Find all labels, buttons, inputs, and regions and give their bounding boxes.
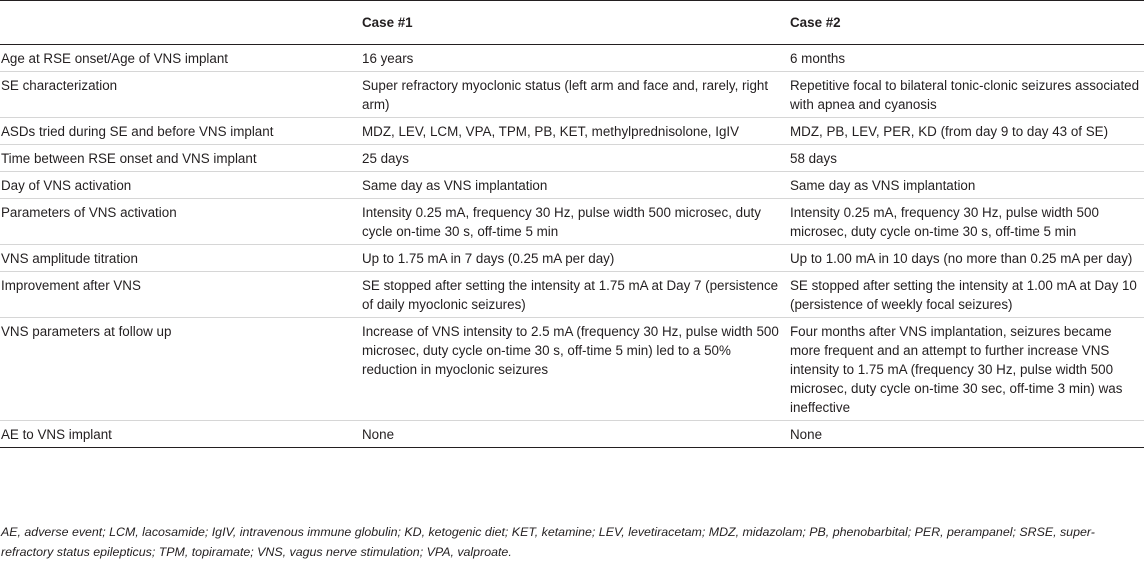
case-1-cell: 16 years bbox=[362, 51, 414, 66]
header-row bbox=[0, 1, 1144, 45]
case-2-cell: SE stopped after setting the intensity at 1.00 mA at Day 10 (persistence of weekly focal seizures) bbox=[790, 278, 1137, 312]
case-1-cell: None bbox=[362, 427, 395, 442]
case-1-cell: MDZ, LEV, LCM, VPA, TPM, PB, KET, methylprednisolone, IgIV bbox=[362, 124, 740, 139]
table-body bbox=[0, 45, 1144, 448]
table-row bbox=[0, 172, 1144, 199]
row-label: ASDs tried during SE and before VNS implant bbox=[1, 124, 274, 139]
case-1-cell: Increase of VNS intensity to 2.5 mA (frequency 30 Hz, pulse width 500 microsec, duty cycle on-time 30 s, off-time 5 min) led to a 50% reduction in myoclonic seizures bbox=[362, 324, 779, 377]
case-2-cell: 6 months bbox=[790, 51, 846, 66]
row-label: AE to VNS implant bbox=[1, 427, 112, 442]
table-row bbox=[0, 421, 1144, 448]
table-row bbox=[0, 72, 1144, 118]
table-footnote: AE, adverse event; LCM, lacosamide; IgIV, intravenous immune globulin; KD, ketogenic diet; KET, ketamine; LEV, levetiracetam; MDZ, midazolam; PB, phenobarbital; PER, perampanel; SRSE, super-refractory status epilepticus; TPM, topiramate; VNS, vagus nerve stimulation; VPA, valproate. bbox=[1, 525, 1095, 559]
table-row bbox=[0, 145, 1144, 172]
table-header bbox=[0, 1, 1144, 45]
row-label: Age at RSE onset/Age of VNS implant bbox=[1, 51, 229, 66]
row-label: VNS parameters at follow up bbox=[1, 324, 172, 339]
case-2-cell: MDZ, PB, LEV, PER, KD (from day 9 to day 43 of SE) bbox=[790, 124, 1109, 139]
case-1-cell: Super refractory myoclonic status (left arm and face and, rarely, right arm) bbox=[362, 78, 769, 112]
header-case-1: Case #1 bbox=[362, 15, 413, 30]
row-label: Time between RSE onset and VNS implant bbox=[1, 151, 257, 166]
row-label: Day of VNS activation bbox=[1, 178, 132, 193]
table-row bbox=[0, 199, 1144, 245]
table-row bbox=[0, 45, 1144, 72]
case-1-cell: Up to 1.75 mA in 7 days (0.25 mA per day) bbox=[362, 251, 615, 266]
case-2-cell: Four months after VNS implantation, seizures became more frequent and an attempt to further increase VNS intensity to 1.75 mA (frequency 30 Hz, pulse width 500 microsec, duty cycle on-time 30 sec, off-time 3 min) was ineffective bbox=[790, 324, 1123, 415]
case-2-cell: Repetitive focal to bilateral tonic-clonic seizures associated with apnea and cyanosis bbox=[790, 78, 1140, 112]
case-2-cell: Intensity 0.25 mA, frequency 30 Hz, pulse width 500 microsec, duty cycle on-time 30 s, off-time 5 min bbox=[790, 205, 1099, 239]
case-2-cell: 58 days bbox=[790, 151, 837, 166]
row-label: Parameters of VNS activation bbox=[1, 205, 177, 220]
case-2-cell: None bbox=[790, 427, 823, 442]
table-row bbox=[0, 118, 1144, 145]
table-row bbox=[0, 272, 1144, 318]
case-2-cell: Up to 1.00 mA in 10 days (no more than 0.25 mA per day) bbox=[790, 251, 1133, 266]
case-2-cell: Same day as VNS implantation bbox=[790, 178, 976, 193]
case-1-cell: 25 days bbox=[362, 151, 409, 166]
header-label-column bbox=[0, 1, 362, 45]
row-label: VNS amplitude titration bbox=[1, 251, 138, 266]
row-label: Improvement after VNS bbox=[1, 278, 141, 293]
table-row bbox=[0, 245, 1144, 272]
header-case-2: Case #2 bbox=[790, 15, 841, 30]
case-1-cell: Same day as VNS implantation bbox=[362, 178, 548, 193]
case-1-cell: Intensity 0.25 mA, frequency 30 Hz, pulse width 500 microsec, duty cycle on-time 30 s, off-time 5 min bbox=[362, 205, 761, 239]
table-row bbox=[0, 318, 1144, 421]
row-label: SE characterization bbox=[1, 78, 118, 93]
case-1-cell: SE stopped after setting the intensity at 1.75 mA at Day 7 (persistence of daily myoclonic seizures) bbox=[362, 278, 779, 312]
